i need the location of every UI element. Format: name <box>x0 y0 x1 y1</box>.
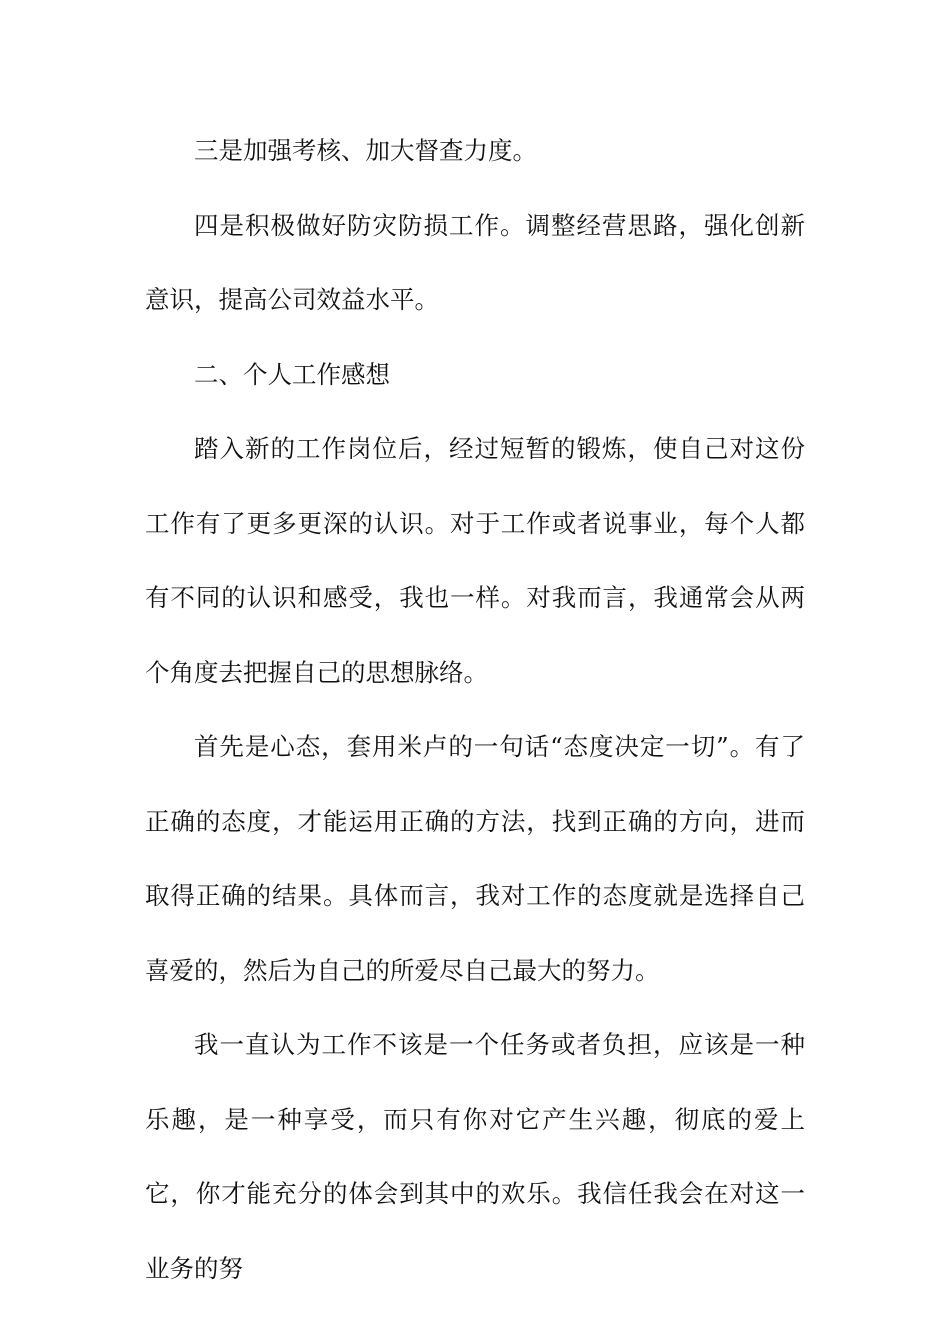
section-heading-personal-reflections: 二、个人工作感想 <box>194 359 390 389</box>
paragraph-new-position: 踏入新的工作岗位后，经过短暂的锻炼，使自己对这份工作有了更多更深的认识。对于工作或者说事业，每个人都有不同的认识和感受，我也一样。对我而言，我通常会从两个角度去把握自己的思想脉络。 <box>145 434 805 687</box>
paragraph-attitude: 首先是心态，套用米卢的一句话“态度决定一切”。有了正确的态度，才能运用正确的方法，找到正确的方向，进而取得正确的结果。具体而言，我对工作的态度就是选择自己喜爱的，然后为自己的所爱尽自己最大的努力。 <box>145 732 805 985</box>
paragraph-work-enjoyment: 我一直认为工作不该是一个任务或者负担，应该是一种乐趣，是一种享受，而只有你对它产生兴趣，彻底的爱上它，你才能充分的体会到其中的欢乐。我信任我会在对这一业务的努 <box>145 1030 805 1283</box>
paragraph-assessment: 三是加强考核、加大督查力度。 <box>194 136 537 165</box>
paragraph-disaster-prevention: 四是积极做好防灾防损工作。调整经营思路，强化创新意识，提高公司效益水平。 <box>145 210 805 314</box>
document-body <box>145 114 805 1306</box>
